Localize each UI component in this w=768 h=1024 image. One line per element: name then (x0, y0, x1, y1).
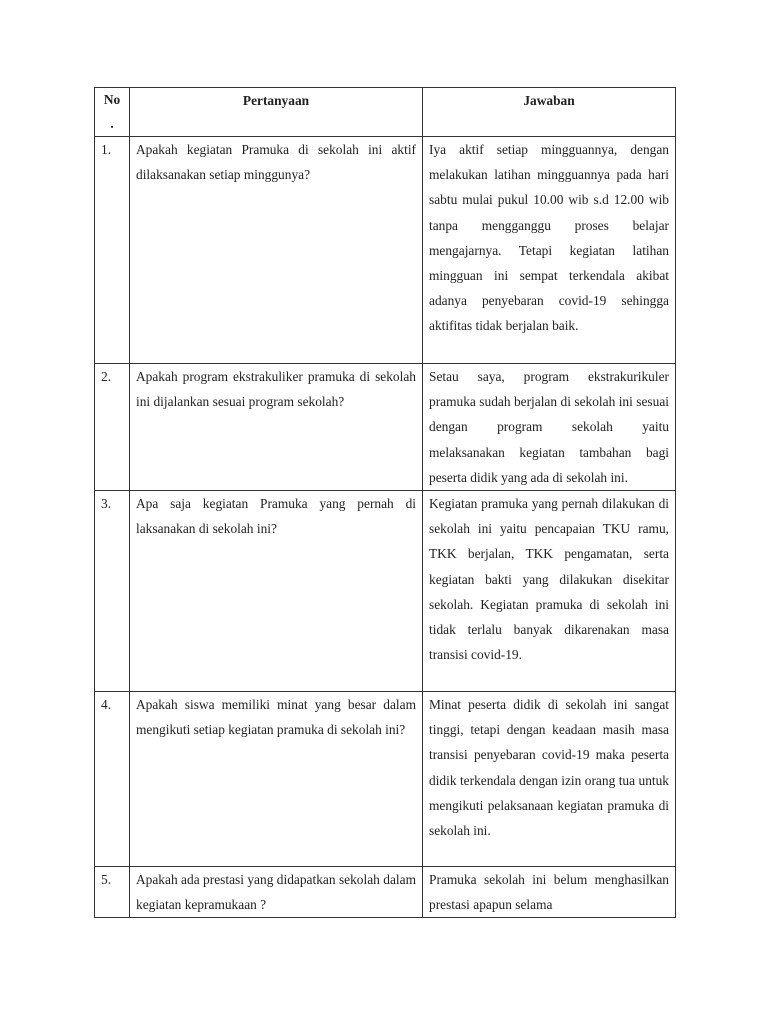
table-row (95, 867, 676, 918)
row-number: 3. (95, 491, 130, 692)
header-no: No . (95, 88, 130, 137)
row-number: 1. (95, 137, 130, 364)
question-cell: Apa saja kegiatan Pramuka yang pernah di laksanakan di sekolah ini? (130, 491, 423, 692)
question-cell: Apakah program ekstrakuliker pramuka di sekolah ini dijalankan sesuai program sekolah? (130, 364, 423, 491)
row-number: 5. (95, 867, 130, 918)
interview-table (94, 87, 676, 918)
question-cell: Apakah ada prestasi yang didapatkan sekolah dalam kegiatan kepramukaan ? (130, 867, 423, 918)
table-row (95, 692, 676, 867)
answer-cell: Iya aktif setiap mingguannya, dengan melakukan latihan mingguannya pada hari sabtu mulai pukul 10.00 wib s.d 12.00 wib tanpa mengganggu proses belajar mengajarnya. Tetapi kegiatan latihan mingguan ini sempat terkendala akibat adanya penyebaran covid-19 sehingga aktifitas tidak berjalan baik. (423, 137, 676, 364)
row-number: 4. (95, 692, 130, 867)
question-cell: Apakah siswa memiliki minat yang besar dalam mengikuti setiap kegiatan pramuka di sekolah ini? (130, 692, 423, 867)
header-question: Pertanyaan (130, 88, 423, 137)
answer-text-truncated: Pramuka sekolah ini belum menghasilkan prestasi apapun selama (429, 872, 669, 913)
table-row (95, 137, 676, 364)
table-row (95, 364, 676, 491)
header-answer: Jawaban (423, 88, 676, 137)
answer-cell (423, 867, 676, 918)
row-number: 2. (95, 364, 130, 491)
table-row (95, 491, 676, 692)
answer-cell: Minat peserta didik di sekolah ini sangat tinggi, tetapi dengan keadaan masih masa transisi penyebaran covid-19 maka peserta didik terkendala dengan izin orang tua untuk mengikuti pelaksanaan kegiatan pramuka di sekolah ini. (423, 692, 676, 867)
answer-cell: Kegiatan pramuka yang pernah dilakukan di sekolah ini yaitu pencapaian TKU ramu, TKK berjalan, TKK pengamatan, serta kegiatan bakti yang dilakukan disekitar sekolah. Kegiatan pramuka di sekolah ini tidak terlalu banyak dikarenakan masa transisi covid-19. (423, 491, 676, 692)
answer-cell: Setau saya, program ekstrakurikuler pramuka sudah berjalan di sekolah ini sesuai dengan program sekolah yaitu melaksanakan kegiatan tambahan bagi peserta didik yang ada di sekolah ini. (423, 364, 676, 491)
table-header-row (95, 88, 676, 137)
question-cell: Apakah kegiatan Pramuka di sekolah ini aktif dilaksanakan setiap minggunya? (130, 137, 423, 364)
